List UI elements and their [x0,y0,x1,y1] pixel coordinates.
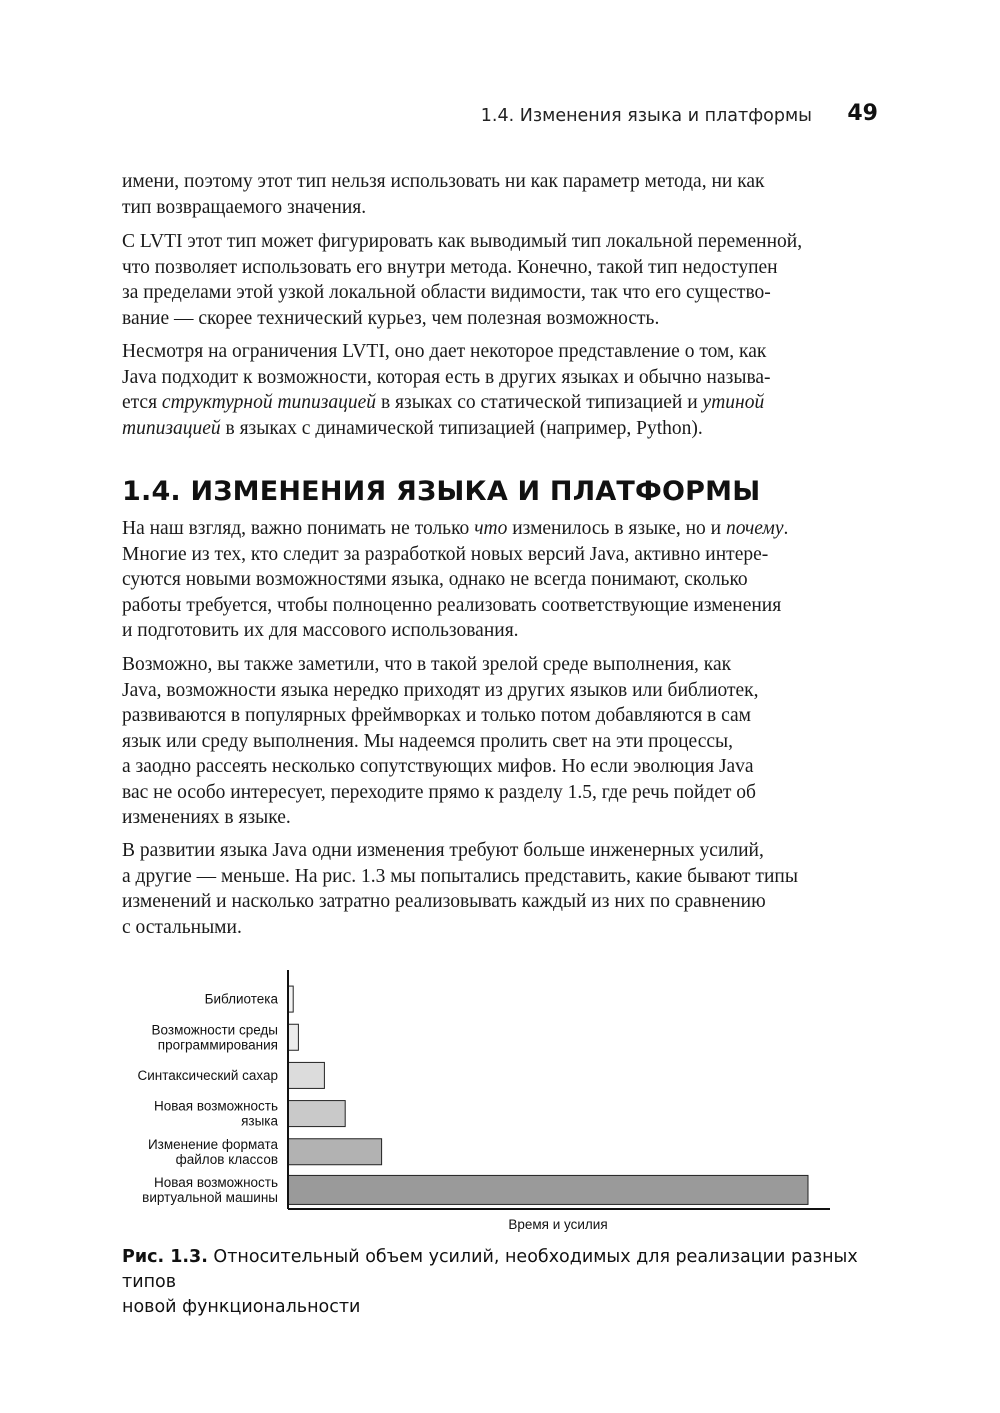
text-line: Несмотря на ограничения LVTI, оно дает некоторое представление о том, как [122,341,767,362]
category-label-line: языка [241,1113,278,1129]
text-line [122,390,878,416]
x-axis-label: Время и усилия [508,1217,608,1232]
text-run: изменилось в языке, но и [507,518,726,539]
bar-4 [288,1139,382,1165]
text-run: На наш взгляд, важно понимать не только [122,518,475,539]
text-line: тип возвращаемого значения. [122,196,367,218]
caption-text: Относительный объем усилий, необходимых для реализации разных типов [122,1247,858,1292]
text-line: что позволяет использовать его внутри метода. Конечно, такой тип недоступен [122,256,778,278]
text-line: а другие — меньше. На рис. 1.3 мы попытались представить, какие бывают типы [122,865,798,887]
text-line [122,416,878,442]
emphasis-duck: утиной [702,392,765,413]
category-label-line: файлов классов [175,1151,278,1167]
text-line: Java, возможности языка нередко приходят из других языков или библиотек, [122,679,759,701]
category-label-4 [148,1137,279,1167]
bar-2 [288,1062,324,1088]
text-line: и подготовить их для массового использования. [122,620,519,641]
bar-1 [288,1024,298,1050]
text-line: а заодно рассеять несколько сопутствующих мифов. Но если эволюция Java [122,756,754,777]
bar-3 [288,1101,345,1127]
emphasis-typing: типизацией [122,417,221,439]
text-line: суются новыми возможностями языка, однако не всегда понимают, сколько [122,569,748,590]
text-line: В развитии языка Java одни изменения требуют больше инженерных усилий, [122,840,764,861]
text-run: ется [122,392,162,413]
figure-1-3 [115,964,885,1234]
emphasis-structural-typing: структурной типизацией [161,392,377,413]
caption-text-2: новой функциональности [122,1297,361,1317]
running-title: 1.4. Изменения языка и платформы [480,106,812,126]
emphasis-what: что [474,518,508,539]
text-line: за пределами этой узкой локальной области видимости, так что его существо- [122,282,771,303]
text-line: вание — скорее технический курьез, чем полезная возможность. [122,307,660,329]
category-label-2 [137,1068,278,1083]
category-label-line: Изменение формата [147,1136,278,1152]
text-line: вас не особо интересует, переходите прямо к разделу 1.5, где речь пойдет об [122,781,756,803]
category-label-line: виртуальной машины [142,1189,278,1205]
text-line [122,516,878,542]
text-line: Возможно, вы также заметили, что в такой зрелой среде выполнения, как [122,654,732,675]
emphasis-why: почему [725,518,784,539]
text-line: С LVTI этот тип может фигурировать как выводимый тип локальной переменной, [122,231,803,252]
bar-5 [288,1175,808,1204]
paragraph-5 [122,652,878,831]
text-line: развиваются в популярных фреймворках и только потом добавляются в сам [122,705,752,726]
category-label-0 [205,992,279,1007]
text-line: имени, поэтому этот тип нельзя использовать ни как параметр метода, ни как [122,171,765,192]
category-label-line: программирования [157,1037,278,1053]
section-title: 1.4. ИЗМЕНЕНИЯ ЯЗЫКА И ПЛАТФОРМЫ [122,476,761,507]
text-line: изменениях в языке. [122,807,291,828]
page-number: 49 [847,101,878,126]
paragraph-2 [122,229,878,331]
text-line: изменений и насколько затратно реализовывать каждый из них по сравнению [122,891,766,912]
caption-label: Рис. 1.3. [122,1247,208,1267]
paragraph-1 [122,169,878,220]
category-label-line: Синтаксический сахар [137,1067,278,1083]
category-label-1 [152,1022,278,1052]
text-run: . [783,518,789,539]
effort-bar-chart [115,964,885,1234]
figure-caption [122,1245,878,1320]
paragraph-6 [122,838,878,940]
category-label-line: Возможности среды [151,1022,278,1038]
category-label-line: Библиотека [204,991,278,1007]
paragraph-4 [122,516,878,644]
text-run: в языках со статической типизацией и [376,392,703,413]
paragraph-3 [122,339,878,441]
text-line: Многие из тех, кто следит за разработкой новых версий Java, активно интере- [122,543,769,565]
category-label-line: Новая возможность [153,1098,278,1114]
text-line: работы требуется, чтобы полноценно реализовать соответствующие изменения [122,594,782,616]
text-line: Java подходит к возможности, которая есть в других языках и обычно называ- [122,366,771,388]
text-run: в языках с динамической типизацией (например, Python). [220,417,703,439]
text-line: с остальными. [122,916,242,938]
running-head [122,100,878,134]
category-label-3 [154,1099,278,1129]
category-label-line: Новая возможность [153,1174,278,1190]
category-label-5 [142,1175,278,1205]
text-line: язык или среду выполнения. Мы надеемся пролить свет на эти процессы, [122,730,733,752]
